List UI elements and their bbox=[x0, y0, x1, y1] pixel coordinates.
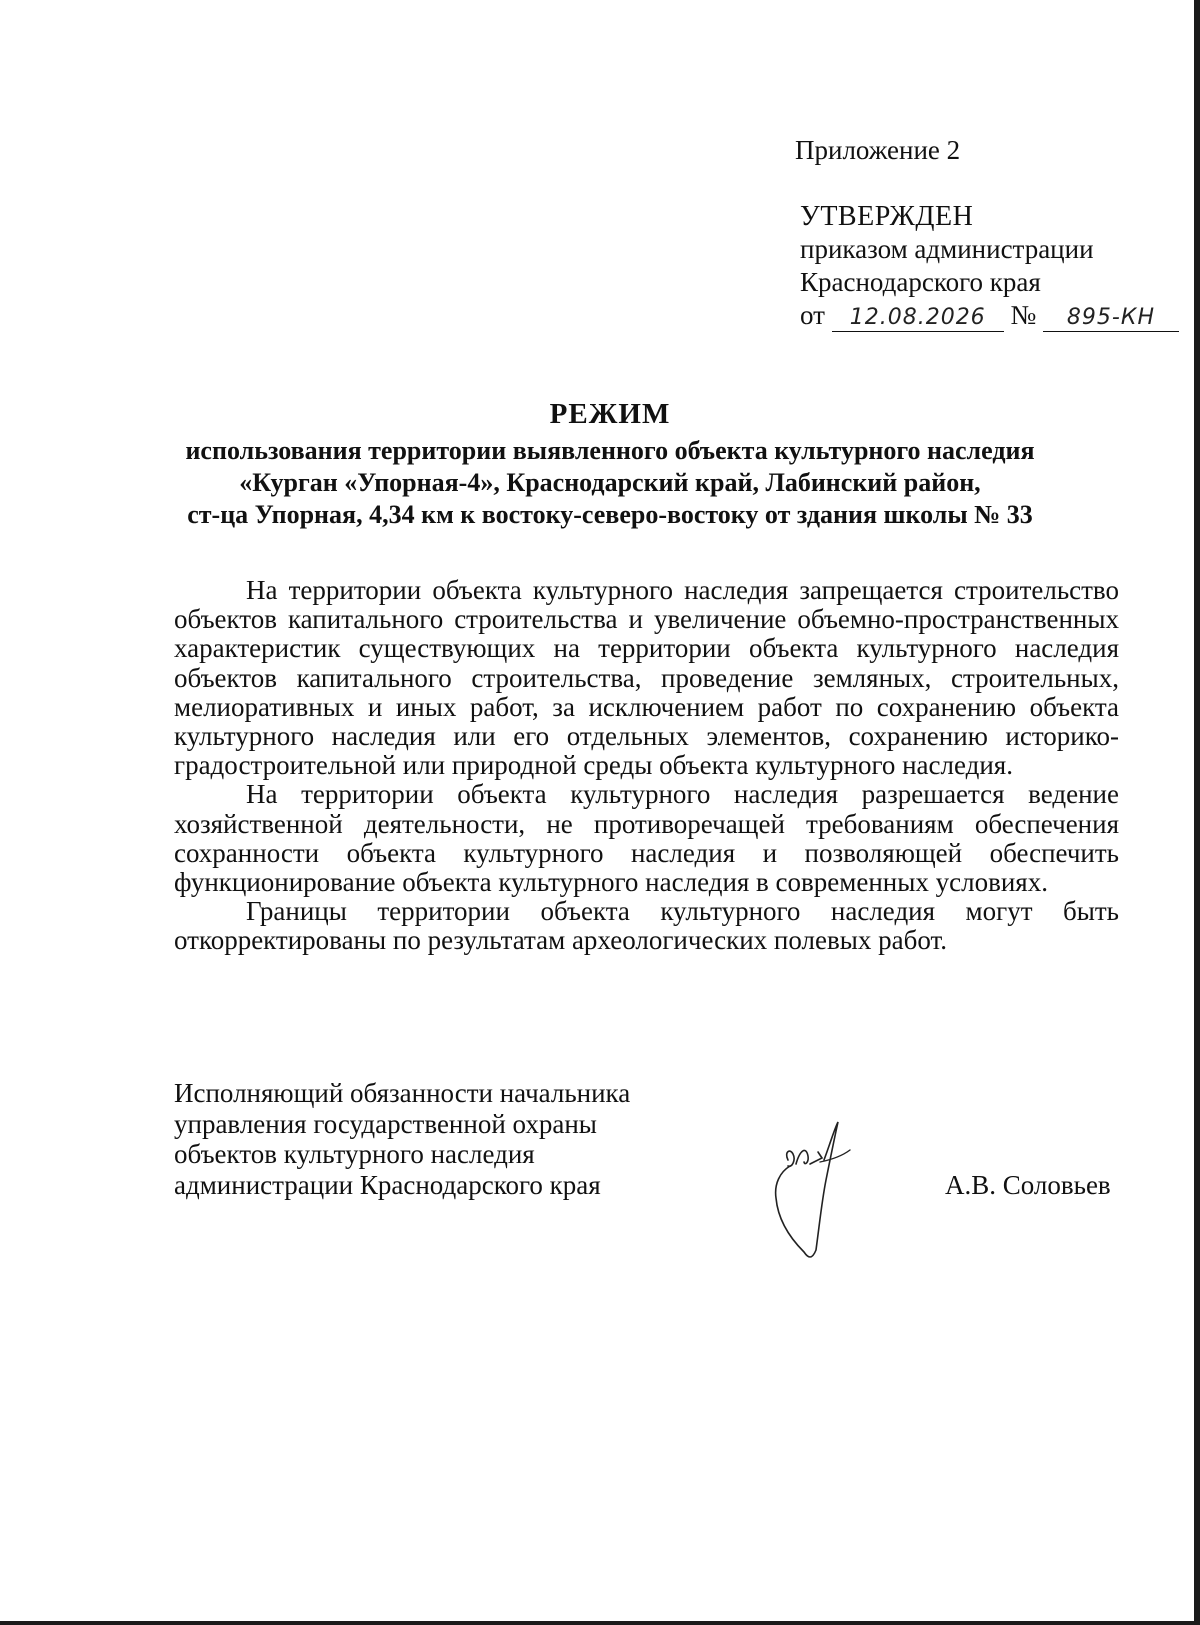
document-title-block bbox=[150, 396, 1070, 531]
approval-line-1: приказом администрации bbox=[800, 234, 1094, 264]
date-prefix: от bbox=[800, 300, 825, 330]
order-reference bbox=[800, 299, 1179, 332]
document-title: РЕЖИМ bbox=[549, 398, 671, 430]
approval-heading: УТВЕРЖДЕН bbox=[800, 201, 974, 232]
handwritten-order-number: 895-КН bbox=[1043, 305, 1179, 332]
position-line-1: Исполняющий обязанности начальника bbox=[174, 1078, 631, 1108]
position-line-2: управления государственной охраны bbox=[174, 1108, 597, 1139]
handwritten-order-date: 12.08.2026 bbox=[832, 305, 1004, 332]
approval-line-2: Краснодарского края bbox=[800, 267, 1041, 297]
document-body bbox=[174, 576, 1119, 956]
paragraph-boundaries: Границы территории объекта культурного наследия могут быть откорректированы по результатам археологических полевых работ. bbox=[174, 896, 1119, 956]
position-line-3: объектов культурного наследия bbox=[174, 1139, 535, 1169]
scan-edge-right bbox=[1194, 0, 1200, 1625]
subtitle-line-1: использования территории выявленного объекта культурного наследия bbox=[185, 436, 1035, 465]
approval-block bbox=[800, 200, 1179, 332]
scan-edge-bottom bbox=[0, 1621, 1200, 1625]
document-subtitle bbox=[150, 435, 1070, 531]
handwritten-signature bbox=[760, 1120, 880, 1280]
paragraph-permission: На территории объекта культурного наследия разрешается ведение хозяйственной деятельности, не противоречащей требованиям обеспечения сохранности объекта культурного наследия и позволяющей обеспечить функционирование объекта культурного наследия в современных условиях. bbox=[174, 779, 1119, 898]
subtitle-line-2: «Курган «Упорная-4», Краснодарский край, Лабинский район, bbox=[239, 468, 981, 497]
position-line-4: администрации Краснодарского края bbox=[174, 1169, 601, 1200]
signatory-position bbox=[174, 1078, 630, 1200]
appendix-label: Приложение 2 bbox=[795, 135, 961, 165]
number-prefix: № bbox=[1010, 300, 1037, 330]
subtitle-line-3: ст-ца Упорная, 4,34 км к востоку-северо-востоку от здания школы № 33 bbox=[187, 500, 1033, 529]
paragraph-prohibition: На территории объекта культурного наследия запрещается строительство объектов капитального строительства и увеличение объемно-пространственных характеристик существующих на территории объекта культурного наследия объектов капитального строительства, проведение земляных, строительных, мелиоративных и иных работ, за исключением работ по сохранению объекта культурного наследия или его отдельных элементов, сохранению историко-градостроительной или природной среды объекта культурного наследия. bbox=[174, 575, 1119, 781]
signatory-name: А.В. Соловьев bbox=[945, 1170, 1111, 1200]
